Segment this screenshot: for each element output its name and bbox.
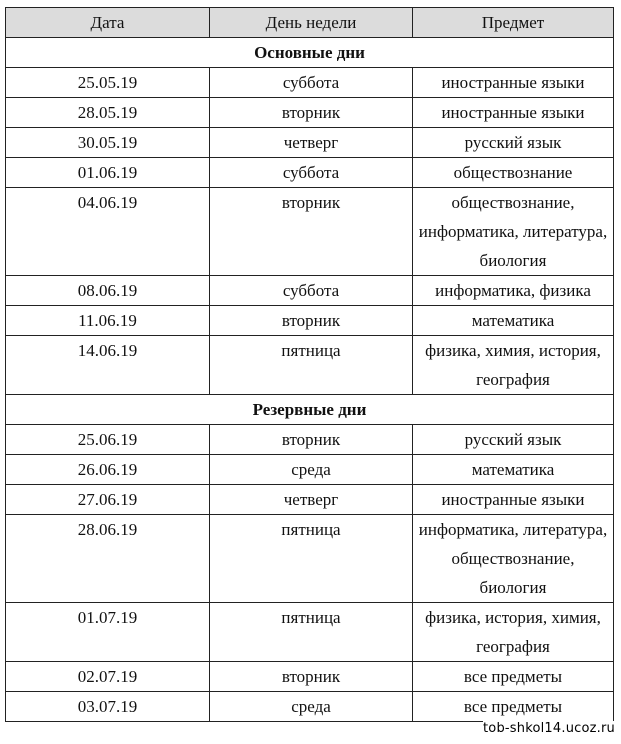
cell-date: 14.06.19: [6, 336, 210, 395]
cell-date: 01.07.19: [6, 603, 210, 662]
cell-date: 02.07.19: [6, 662, 210, 692]
cell-day: суббота: [210, 158, 413, 188]
table-row: [6, 425, 614, 455]
cell-date: 11.06.19: [6, 306, 210, 336]
cell-date: 25.06.19: [6, 425, 210, 455]
cell-day: четверг: [210, 128, 413, 158]
table-body: [6, 38, 614, 722]
cell-day: среда: [210, 455, 413, 485]
cell-day: вторник: [210, 98, 413, 128]
cell-subject: информатика, физика: [413, 276, 614, 306]
table-row: [6, 98, 614, 128]
cell-subject: иностранные языки: [413, 485, 614, 515]
header-row: [6, 8, 614, 38]
table-row: [6, 306, 614, 336]
cell-date: 28.06.19: [6, 515, 210, 603]
table-row: [6, 515, 614, 603]
cell-day: вторник: [210, 425, 413, 455]
site-watermark: tob-shkol14.ucoz.ru: [483, 721, 615, 736]
cell-subject: все предметы: [413, 692, 614, 722]
cell-day: четверг: [210, 485, 413, 515]
cell-subject: русский язык: [413, 128, 614, 158]
table-row: [6, 188, 614, 276]
table-row: [6, 455, 614, 485]
cell-date: 04.06.19: [6, 188, 210, 276]
cell-date: 27.06.19: [6, 485, 210, 515]
cell-day: вторник: [210, 662, 413, 692]
table-row: [6, 692, 614, 722]
cell-subject: русский язык: [413, 425, 614, 455]
cell-day: вторник: [210, 188, 413, 276]
cell-date: 30.05.19: [6, 128, 210, 158]
section-title: Резервные дни: [6, 395, 614, 425]
cell-date: 26.06.19: [6, 455, 210, 485]
cell-subject: математика: [413, 455, 614, 485]
cell-day: вторник: [210, 306, 413, 336]
cell-day: пятница: [210, 336, 413, 395]
cell-date: 25.05.19: [6, 68, 210, 98]
cell-day: суббота: [210, 276, 413, 306]
cell-date: 28.05.19: [6, 98, 210, 128]
table-row: [6, 68, 614, 98]
cell-subject: обществознание, информатика, литература, биология: [413, 188, 614, 276]
cell-day: суббота: [210, 68, 413, 98]
cell-subject: физика, история, химия, география: [413, 603, 614, 662]
cell-day: пятница: [210, 603, 413, 662]
cell-subject: математика: [413, 306, 614, 336]
table-row: [6, 336, 614, 395]
section-title: Основные дни: [6, 38, 614, 68]
cell-subject: физика, химия, история, география: [413, 336, 614, 395]
table-row: [6, 276, 614, 306]
column-header-day: День недели: [210, 8, 413, 38]
cell-subject: обществознание: [413, 158, 614, 188]
cell-date: 01.06.19: [6, 158, 210, 188]
table-row: [6, 662, 614, 692]
exam-schedule-table: [5, 7, 614, 722]
cell-subject: все предметы: [413, 662, 614, 692]
cell-subject: иностранные языки: [413, 98, 614, 128]
cell-subject: иностранные языки: [413, 68, 614, 98]
table-row: [6, 128, 614, 158]
cell-day: среда: [210, 692, 413, 722]
table-row: [6, 603, 614, 662]
cell-date: 03.07.19: [6, 692, 210, 722]
table-header: [6, 8, 614, 38]
column-header-date: Дата: [6, 8, 210, 38]
table-row: [6, 158, 614, 188]
cell-subject: информатика, литература, обществознание, биология: [413, 515, 614, 603]
section-row: [6, 395, 614, 425]
cell-day: пятница: [210, 515, 413, 603]
cell-date: 08.06.19: [6, 276, 210, 306]
section-row: [6, 38, 614, 68]
column-header-subject: Предмет: [413, 8, 614, 38]
table-row: [6, 485, 614, 515]
